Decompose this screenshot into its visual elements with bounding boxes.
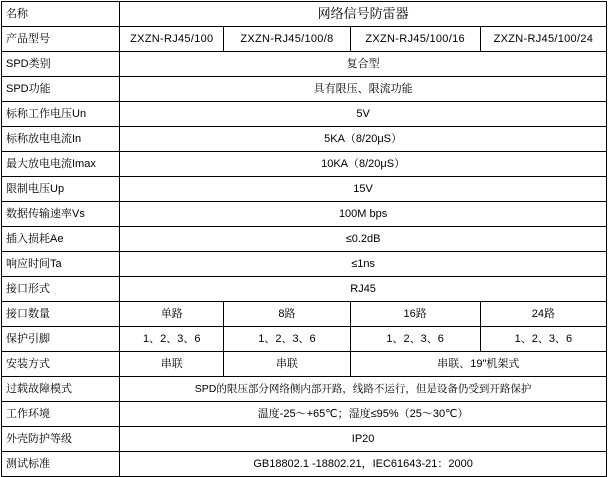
table-row xyxy=(2,252,607,277)
row-value-mount-2: 串联 xyxy=(224,352,350,377)
row-label: 保护引脚 xyxy=(2,327,120,352)
row-value-mount-1: 串联 xyxy=(120,352,224,377)
row-label: SPD类别 xyxy=(2,52,120,77)
row-value-model-4: ZXZN-RJ45/100/24 xyxy=(480,27,606,52)
row-label: 工作环境 xyxy=(2,402,120,427)
row-label: 响应时间Ta xyxy=(2,252,120,277)
table-row xyxy=(2,302,607,327)
row-label: 限制电压Up xyxy=(2,177,120,202)
row-label: SPD功能 xyxy=(2,77,120,102)
row-value: 100M bps xyxy=(120,202,607,227)
table-row xyxy=(2,377,607,402)
table-row xyxy=(2,2,607,27)
table-row xyxy=(2,227,607,252)
row-value-ports-1: 单路 xyxy=(120,302,224,327)
table-row xyxy=(2,327,607,352)
row-value-ports-2: 8路 xyxy=(224,302,350,327)
row-value: 温度-25～+65℃；湿度≤95%（25～30℃） xyxy=(120,402,607,427)
table-row xyxy=(2,427,607,452)
table-row xyxy=(2,102,607,127)
row-value-mount-3: 串联、19"机架式 xyxy=(350,352,606,377)
row-value-pins-4: 1、2、3、6 xyxy=(480,327,606,352)
row-value-ports-3: 16路 xyxy=(350,302,480,327)
row-value: 10KA（8/20μS） xyxy=(120,152,607,177)
row-label: 插入损耗Ae xyxy=(2,227,120,252)
row-value-pins-3: 1、2、3、6 xyxy=(350,327,480,352)
row-value: ≤0.2dB xyxy=(120,227,607,252)
row-value-ports-4: 24路 xyxy=(480,302,606,327)
row-value: 复合型 xyxy=(120,52,607,77)
row-value: RJ45 xyxy=(120,277,607,302)
table-row xyxy=(2,177,607,202)
row-label: 最大放电电流Imax xyxy=(2,152,120,177)
row-label: 测试标准 xyxy=(2,452,120,477)
row-label: 标称放电电流In xyxy=(2,127,120,152)
row-label: 过载故障模式 xyxy=(2,377,120,402)
product-spec-table xyxy=(1,1,607,477)
row-label: 标称工作电压Un xyxy=(2,102,120,127)
row-value: 5KA（8/20μS） xyxy=(120,127,607,152)
row-value-model-2: ZXZN-RJ45/100/8 xyxy=(224,27,350,52)
row-label: 数据传输速率Vs xyxy=(2,202,120,227)
row-value: IP20 xyxy=(120,427,607,452)
row-value: SPD的限压部分网络侧内部开路，线路不运行，但是设备仍受到开路保护 xyxy=(120,377,607,402)
row-value-model-3: ZXZN-RJ45/100/16 xyxy=(350,27,480,52)
row-value: GB18802.1 -18802.21，IEC61643-21：2000 xyxy=(120,452,607,477)
table-row xyxy=(2,127,607,152)
table-row xyxy=(2,77,607,102)
row-value-pins-2: 1、2、3、6 xyxy=(224,327,350,352)
row-value: 具有限压、限流功能 xyxy=(120,77,607,102)
table-body xyxy=(2,2,607,477)
table-row xyxy=(2,277,607,302)
row-label: 安装方式 xyxy=(2,352,120,377)
row-label: 产品型号 xyxy=(2,27,120,52)
row-label: 名称 xyxy=(2,2,120,27)
row-label: 接口形式 xyxy=(2,277,120,302)
row-value: 15V xyxy=(120,177,607,202)
table-row xyxy=(2,27,607,52)
row-value: ≤1ns xyxy=(120,252,607,277)
row-value-model-1: ZXZN-RJ45/100 xyxy=(120,27,224,52)
table-row xyxy=(2,152,607,177)
table-row xyxy=(2,202,607,227)
row-value-pins-1: 1、2、3、6 xyxy=(120,327,224,352)
row-label: 接口数量 xyxy=(2,302,120,327)
table-row xyxy=(2,52,607,77)
row-value: 网络信号防雷器 xyxy=(120,2,607,27)
table-row xyxy=(2,402,607,427)
table-row xyxy=(2,352,607,377)
row-label: 外壳防护等级 xyxy=(2,427,120,452)
row-value: 5V xyxy=(120,102,607,127)
